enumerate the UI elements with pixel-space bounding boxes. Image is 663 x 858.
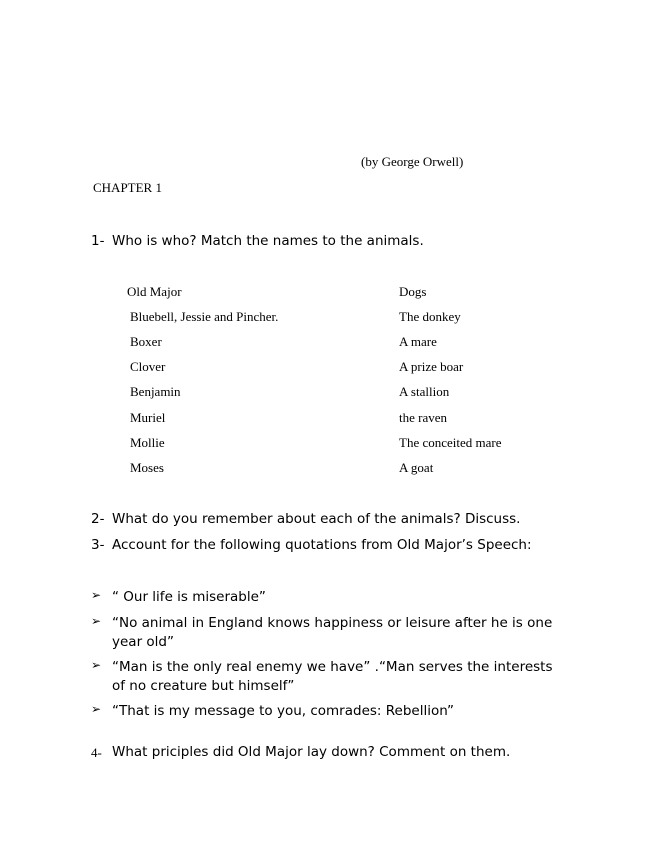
match-row: [0, 334, 663, 354]
question-1-text: Who is who? Match the names to the animals.: [112, 233, 424, 249]
animal-description: A goat: [399, 460, 434, 475]
animal-description: A prize boar: [399, 359, 464, 374]
question-3-text: Account for the following quotations from Old Major’s Speech:: [112, 537, 532, 553]
author-line: (by George Orwell): [361, 154, 464, 169]
match-row: [0, 359, 663, 379]
quote-text: “ Our life is miserable”: [112, 589, 266, 605]
question-2-number: 2-: [91, 511, 105, 527]
animal-description: Dogs: [399, 284, 427, 299]
character-name: Boxer: [130, 334, 162, 349]
question-4-number: 4-: [91, 745, 102, 760]
quote-text: “No animal in England knows happiness or leisure after he is one year old”: [112, 615, 553, 650]
match-row: [0, 460, 663, 480]
character-name: Clover: [130, 359, 166, 374]
match-row: [0, 435, 663, 455]
animal-description: A mare: [399, 334, 437, 349]
arrow-bullet-icon: ➢: [91, 614, 102, 628]
question-3-number: 3-: [91, 537, 105, 553]
arrow-bullet-icon: ➢: [91, 588, 102, 602]
character-name: Moses: [130, 460, 164, 475]
animal-description: A stallion: [399, 384, 450, 399]
question-1-number: 1-: [91, 233, 105, 249]
character-name: Mollie: [130, 435, 165, 450]
quote-text: “That is my message to you, comrades: Rebellion”: [112, 703, 455, 719]
match-row: [0, 309, 663, 329]
arrow-bullet-icon: ➢: [91, 658, 102, 672]
chapter-heading: CHAPTER 1: [93, 180, 162, 195]
match-row: [0, 284, 663, 304]
match-row: [0, 384, 663, 404]
match-row: [0, 410, 663, 430]
arrow-bullet-icon: ➢: [91, 702, 102, 716]
quote-text: “Man is the only real enemy we have” .“Man serves the interests of no creature but himself”: [112, 659, 553, 694]
character-name: Muriel: [130, 410, 166, 425]
question-4-text: What priciples did Old Major lay down? Comment on them.: [112, 744, 511, 760]
character-name: Bluebell, Jessie and Pincher.: [130, 309, 279, 324]
character-name: Old Major: [127, 284, 182, 299]
animal-description: The donkey: [399, 309, 461, 324]
character-name: Benjamin: [130, 384, 181, 399]
animal-description: The conceited mare: [399, 435, 502, 450]
animal-description: the raven: [399, 410, 448, 425]
question-2-text: What do you remember about each of the animals? Discuss.: [112, 511, 521, 527]
